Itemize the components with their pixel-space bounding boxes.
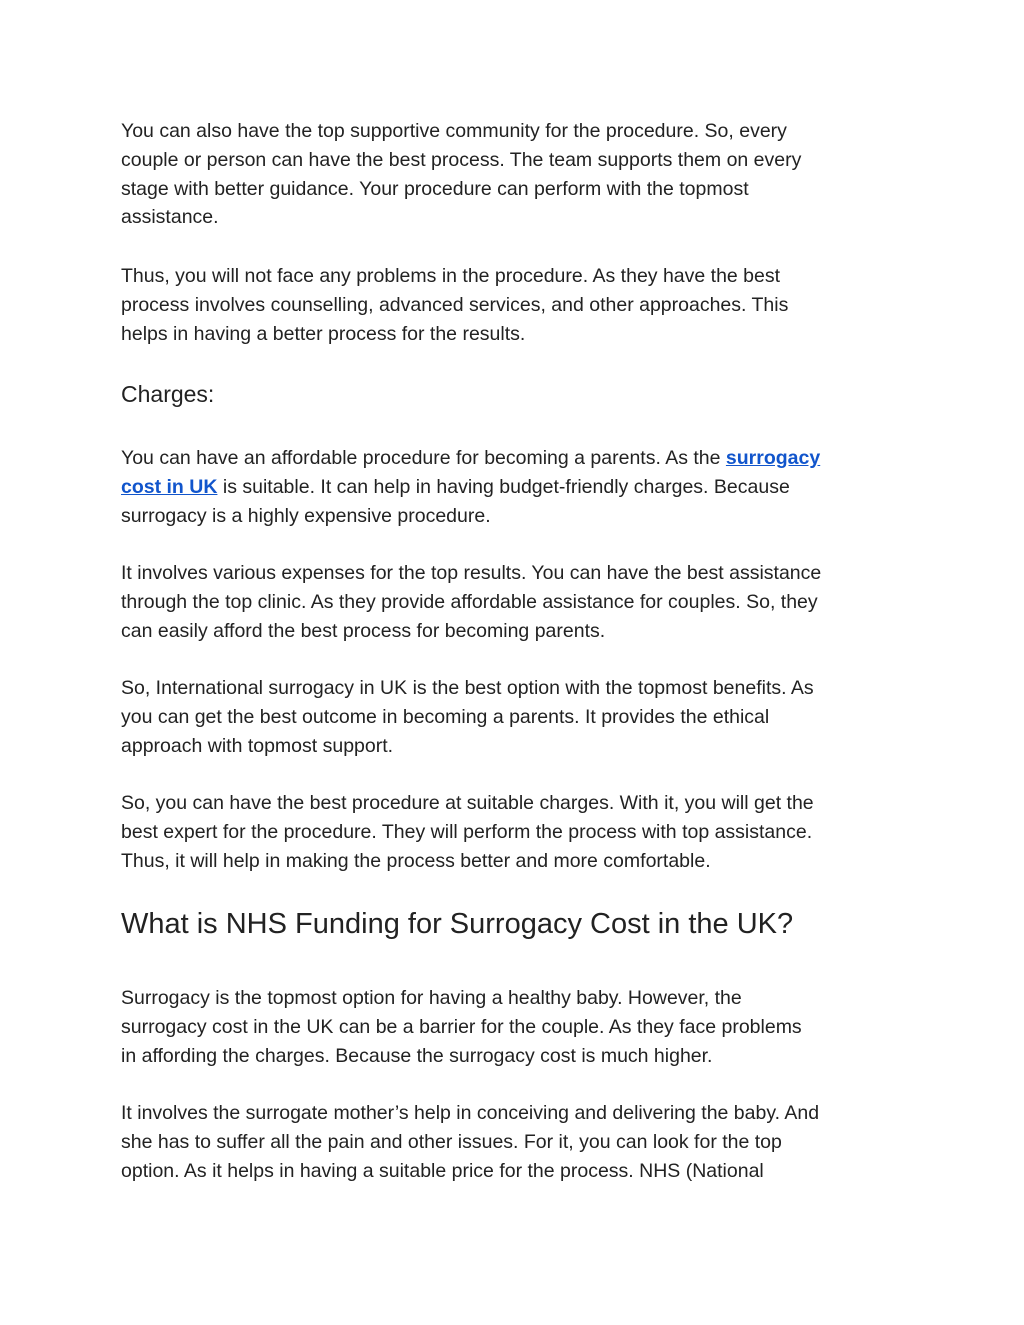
text-line: surrogacy is a highly expensive procedure. [121,504,491,527]
text-line: assistance. [121,206,219,229]
text-line [121,444,911,473]
text-line: So, International surrogacy in UK is the best option with the topmost benefits. As [121,677,814,699]
paragraph-supportive-community [121,117,911,232]
text-line: Thus, it will help in making the process better and more comfortable. [121,849,711,872]
text-line: option. As it helps in having a suitable price for the process. NHS (National [121,1159,764,1182]
paragraph-surrogate-mother [121,1099,911,1185]
surrogacy-cost-link[interactable]: surrogacy [725,447,821,469]
text-line: you can get the best outcome in becoming a parents. It provides the ethical [121,705,770,728]
heading-charges: Charges: [121,381,215,407]
paragraph-healthy-baby [121,984,911,1070]
paragraph-best-procedure [121,789,911,875]
text-line: It involves various expenses for the top results. You can have the best assistance [121,562,822,584]
paragraph-no-problems [121,262,911,348]
paragraph-various-expenses [121,559,911,645]
text-line: Surrogacy is the topmost option for having a healthy baby. However, the [121,987,742,1009]
text-line: best expert for the procedure. They will perform the process with top assistance. [121,820,813,843]
text-line: helps in having a better process for the results. [121,322,526,345]
surrogacy-cost-link-continued[interactable]: cost in UK [121,475,218,498]
text-line: Thus, you will not face any problems in the procedure. As they have the best [121,265,781,287]
text-line: You can also have the top supportive community for the procedure. So, every [121,120,787,142]
text-line: It involves the surrogate mother’s help in conceiving and delivering the baby. And [121,1102,820,1124]
text-line [121,473,911,502]
text-segment: You can have an affordable procedure for becoming a parents. As the [121,447,726,469]
paragraph-affordable-procedure [121,444,911,530]
text-line: stage with better guidance. Your procedure can perform with the topmost [121,177,749,200]
text-line: surrogacy cost in the UK can be a barrier for the couple. As they face problems [121,1015,802,1038]
text-line: couple or person can have the best process. The team supports them on every [121,148,802,171]
text-line: So, you can have the best procedure at suitable charges. With it, you will get the [121,792,814,814]
text-line: through the top clinic. As they provide affordable assistance for couples. So, they [121,590,818,613]
text-line: she has to suffer all the pain and other issues. For it, you can look for the top [121,1130,782,1153]
text-segment: is suitable. It can help in having budget-friendly charges. Because [217,475,790,498]
text-line: process involves counselling, advanced services, and other approaches. This [121,293,789,316]
paragraph-international-surrogacy [121,674,911,760]
text-line: can easily afford the best process for becoming parents. [121,619,606,642]
text-line: in affording the charges. Because the surrogacy cost is much higher. [121,1044,713,1067]
heading-nhs-funding: What is NHS Funding for Surrogacy Cost in the UK? [121,908,794,940]
text-line: approach with topmost support. [121,734,394,757]
